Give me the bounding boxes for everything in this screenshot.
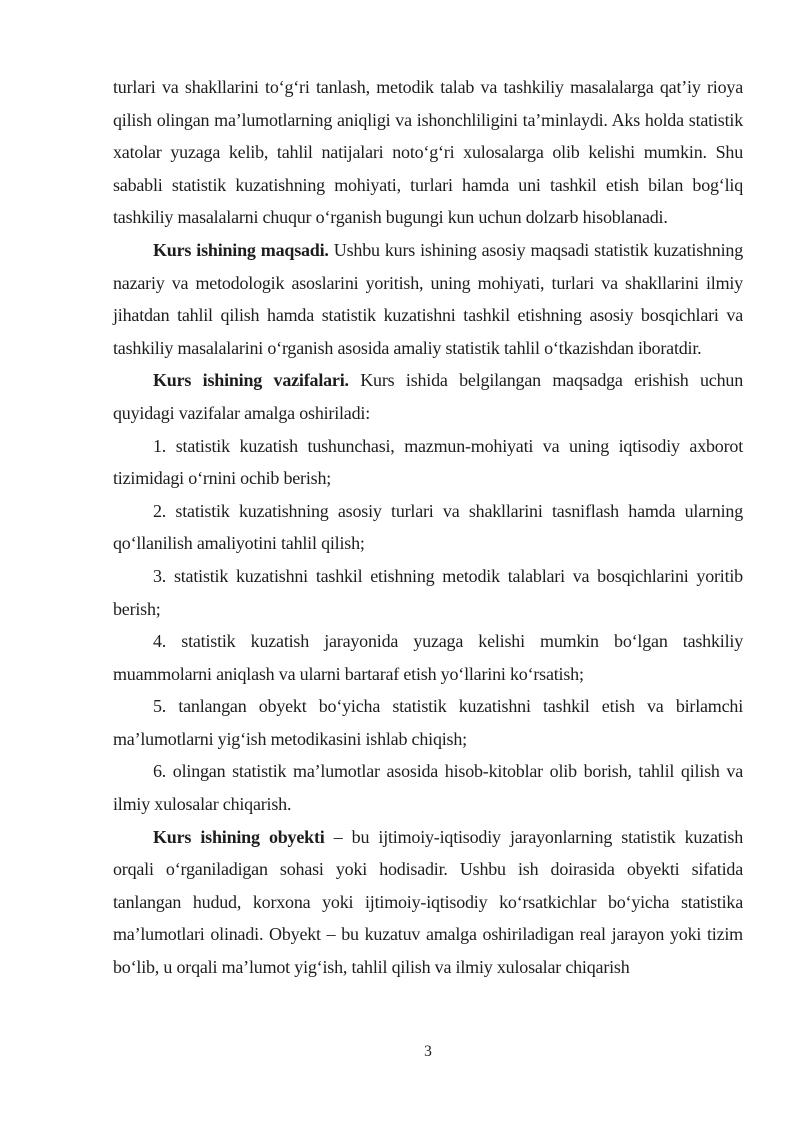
paragraph-text: Ushbu kurs ishining asosiy maqsadi statistik kuzatishning nazariy va metodologik asoslarini yoritish, uning mohiyati, turlari va shakllarini ilmiy jihatdan tahlil qilish hamda statistik kuzatishni tashkil etishning asosiy bosqichlari va tashkiliy masalalarini o‘rganish asosida amaliy statistik tahlil o‘tkazishdan iboratdir.	[113, 239, 744, 358]
list-item	[113, 495, 743, 560]
paragraph	[113, 71, 743, 234]
list-item	[113, 690, 743, 755]
page-number: 3	[424, 1043, 432, 1060]
paragraph-text: 5. tanlangan obyekt bo‘yicha statistik kuzatishni tashkil etish va birlamchi ma’lumotlarni yig‘ish metodikasini ishlab chiqish;	[113, 696, 743, 749]
paragraph-text: – bu ijtimoiy-iqtisodiy jarayonlarning statistik kuzatish orqali o‘rganiladigan sohasi yoki hodisadir. Ushbu ish doirasida obyekti sifatida tanlangan hudud, korxona yoki ijtimoiy-iqtisodiy ko‘rsatkichlar bo‘yicha statistika ma’lumotlari olinadi. Obyekt – bu kuzatuv amalga oshiriladigan real jarayon yoki tizim bo‘lib, u orqali ma’lumot yig‘ish, tahlil qilish va ilmiy xulosalar chiqarish	[113, 826, 744, 978]
list-item	[113, 560, 743, 625]
paragraph-text: turlari va shakllarini to‘g‘ri tanlash, metodik talab va tashkiliy masalalarga qat’iy rioya qilish olingan ma’lumotlarning aniqligi va ishonchliligini ta’minlaydi. Aks holda statistik xatolar yuzaga kelib, tahlil natijalari noto‘g‘ri xulosalarga olib kelishi mumkin. Shu sababli statistik kuzatishning mohiyati, turlari hamda uni tashkil etish bilan bog‘liq tashkiliy masalalarni chuqur o‘rganish bugungi kun uchun dolzarb hisoblanadi.	[113, 77, 743, 228]
paragraph-lead: Kurs ishining obyekti	[153, 826, 325, 847]
paragraph-text: 2. statistik kuzatishning asosiy turlari va shakllarini tasniflash hamda ularning qo‘llanilish amaliyotini tahlil qilish;	[113, 500, 743, 554]
paragraph	[113, 234, 743, 364]
paragraph-lead: Kurs ishining maqsadi.	[153, 239, 329, 260]
paragraph-text: 3. statistik kuzatishni tashkil etishning metodik talablari va bosqichlarini yoritib berish;	[113, 565, 743, 619]
paragraph	[113, 364, 743, 429]
list-item	[113, 755, 743, 820]
paragraph-text: Kurs ishida belgilangan maqsadga erishish uchun quyidagi vazifalar amalga oshiriladi:	[113, 370, 743, 423]
paragraph-text: 1. statistik kuzatish tushunchasi, mazmun-mohiyati va uning iqtisodiy axborot tizimidagi o‘rnini ochib berish;	[113, 435, 743, 489]
paragraph	[113, 821, 743, 984]
list-item	[113, 430, 743, 495]
list-item	[113, 625, 743, 690]
paragraph-text: 4. statistik kuzatish jarayonida yuzaga kelishi mumkin bo‘lgan tashkiliy muammolarni aniqlash va ularni bartaraf etish yo‘llarini ko‘rsatish;	[113, 631, 743, 684]
document-body	[113, 71, 743, 984]
paragraph-lead: Kurs ishining vazifalari.	[153, 370, 349, 391]
paragraph-text: 6. olingan statistik ma’lumotlar asosida hisob-kitoblar olib borish, tahlil qilish va ilmiy xulosalar chiqarish.	[113, 761, 743, 815]
